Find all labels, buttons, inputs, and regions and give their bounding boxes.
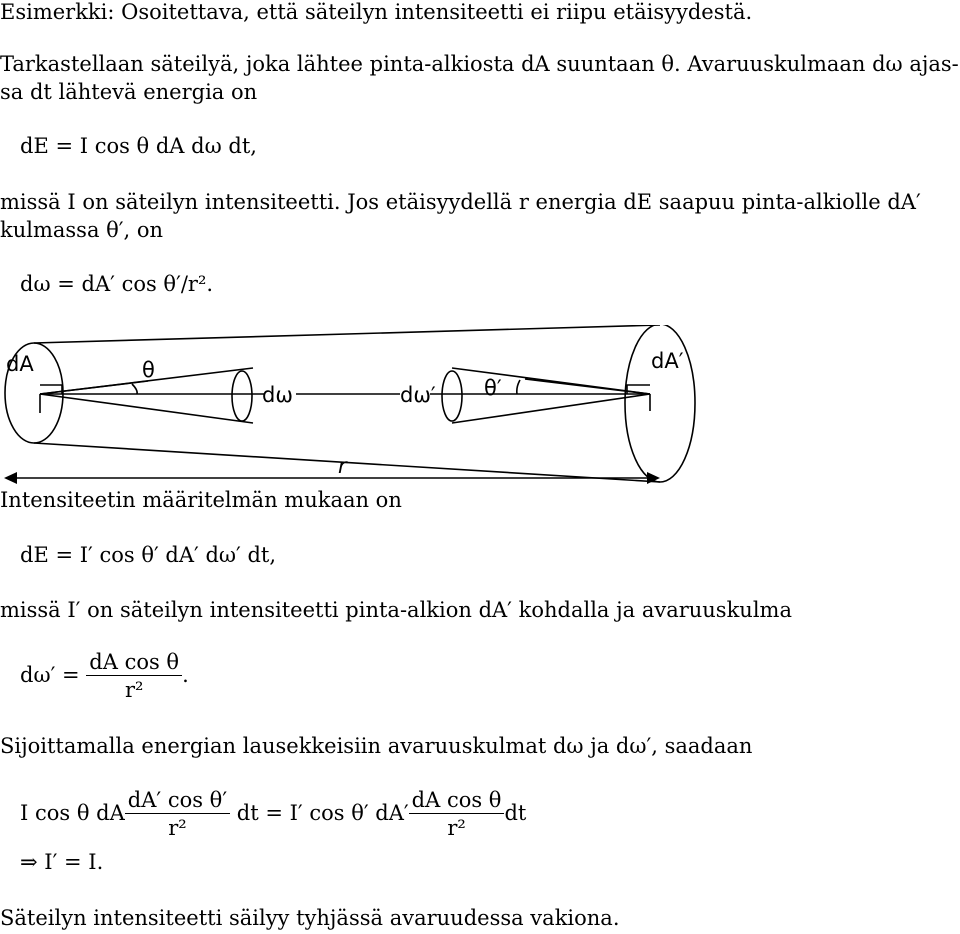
- eq4-lhs: dω′ =: [20, 663, 80, 687]
- label-dA: dA: [6, 352, 34, 376]
- equation-solid-angle: dω = dA′ cos θ′/r².: [20, 272, 214, 296]
- eq5-numerator-2: dA cos θ: [409, 790, 505, 814]
- solid-angle-ellipse: [232, 371, 252, 421]
- paragraph-line: Sijoittamalla energian lausekkeisiin avaruuskulmat dω ja dω′, saadaan: [0, 734, 753, 758]
- label-theta: θ: [142, 358, 155, 382]
- solid-angle-ellipse-prime: [442, 371, 462, 421]
- paragraph-line: missä I on säteilyn intensiteetti. Jos etäisyydellä r energia dE saapuu pinta-alkiolle dA′: [0, 190, 921, 214]
- eq4-end: .: [182, 663, 189, 687]
- conclusion-line: Säteilyn intensiteetti säilyy tyhjässä avaruudessa vakiona.: [0, 906, 620, 930]
- eq5-mid: dt = I′ cos θ′ dA′: [236, 801, 409, 825]
- label-dA-prime: dA′: [651, 349, 684, 373]
- paragraph-line: sa dt lähtevä energia on: [0, 80, 258, 104]
- equation-solid-angle-prime: [20, 652, 189, 701]
- ray-line: [525, 379, 650, 394]
- paragraph-line: missä I′ on säteilyn intensiteetti pinta-alkion dA′ kohdalla ja avaruuskulma: [0, 598, 792, 622]
- ray-line: [452, 394, 650, 423]
- equation-energy-prime: dE = I′ cos θ′ dA′ dω′ dt,: [20, 543, 277, 567]
- label-domega-prime: dω′: [400, 383, 436, 407]
- eq5-denominator-1: r²: [168, 816, 187, 840]
- label-theta-prime: θ′: [484, 376, 502, 400]
- ray-line: [40, 394, 253, 423]
- eq5-denominator-2: r²: [447, 816, 466, 840]
- paragraph-line: Intensiteetin määritelmän mukaan on: [0, 488, 402, 512]
- eq5-numerator-1: dA′ cos θ′: [125, 790, 230, 814]
- label-r: r: [338, 454, 347, 478]
- eq4-numerator: dA cos θ: [86, 652, 182, 676]
- equation-result: ⇒ I′ = I.: [20, 850, 104, 874]
- cone-line: [34, 325, 660, 343]
- cone-line: [34, 443, 660, 482]
- paragraph-line: Tarkastellaan säteilyä, joka lähtee pinta-alkiosta dA suuntaan θ. Avaruuskulmaan dω ajas-: [0, 52, 959, 76]
- paragraph-line: kulmassa θ′, on: [0, 218, 164, 242]
- equation-substitution: [20, 790, 526, 839]
- eq5-fraction-2: [409, 790, 505, 839]
- equation-energy: dE = I cos θ dA dω dt,: [20, 134, 257, 158]
- eq4-fraction: [86, 652, 182, 701]
- eq5-end: dt: [504, 801, 527, 825]
- example-heading: Esimerkki: Osoitettava, että säteilyn intensiteetti ei riipu etäisyydestä.: [0, 0, 753, 24]
- ray-line: [40, 381, 148, 394]
- geometry-diagram: [0, 325, 960, 485]
- eq5-fraction-1: [125, 790, 230, 839]
- arrowhead-left: [4, 472, 17, 484]
- angle-arc-theta-prime: [517, 380, 520, 394]
- angle-arc-theta: [132, 384, 137, 394]
- eq4-denominator: r²: [124, 678, 144, 702]
- label-domega: dω: [262, 383, 293, 407]
- eq5-a: I cos θ dA: [20, 801, 125, 825]
